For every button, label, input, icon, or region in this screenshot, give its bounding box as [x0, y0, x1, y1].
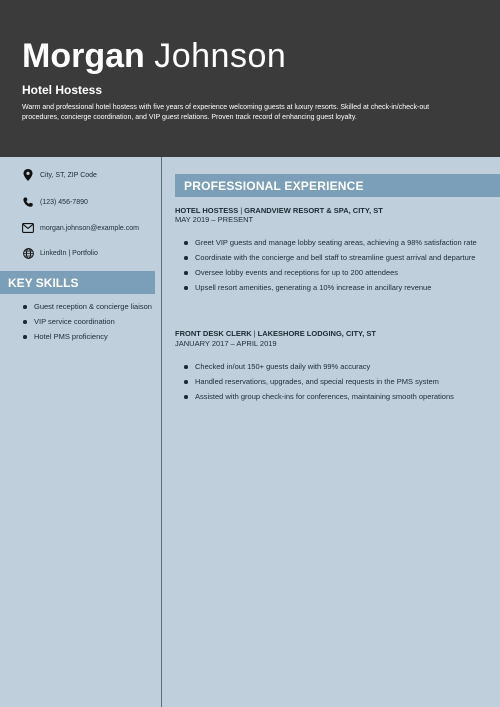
- job-1-company: GRANDVIEW RESORT & SPA, CITY, ST: [244, 206, 383, 215]
- globe-icon: [22, 247, 34, 259]
- separator: |: [253, 329, 256, 338]
- job-2-title: FRONT DESK CLERK: [175, 329, 252, 338]
- job-2-bullets: [195, 362, 485, 407]
- phone-icon: [22, 196, 34, 208]
- experience-heading: PROFESSIONAL EXPERIENCE: [175, 174, 500, 197]
- last-name: Johnson: [154, 37, 287, 75]
- list-item: Guest reception & concierge liaison: [34, 302, 152, 311]
- job-1-dates: MAY 2019 – PRESENT: [175, 215, 254, 224]
- contact-links[interactable]: [22, 246, 98, 260]
- key-skills-heading: KEY SKILLS: [0, 271, 155, 294]
- contact-address: [22, 168, 97, 182]
- skills-list: [34, 302, 152, 347]
- summary: Warm and professional hotel hostess with five years of experience welcoming guests at luxury resorts. Skilled at check-in/check-out procedures, concierge coordination, and VIP guest relations. Proven track record of enhancing guest loyalty.: [22, 104, 430, 121]
- candidate-name: [22, 36, 286, 76]
- first-name: Morgan: [22, 37, 145, 75]
- location-pin-icon: [22, 169, 34, 181]
- contact-phone[interactable]: [22, 195, 88, 209]
- job-2-company: LAKESHORE LODGING, CITY, ST: [257, 329, 376, 338]
- list-item: Greet VIP guests and manage lobby seating areas, achieving a 98% satisfaction rate: [195, 238, 485, 248]
- address-text: City, ST, ZIP Code: [40, 171, 97, 179]
- job-title: Hotel Hostess: [22, 83, 103, 97]
- list-item: Hotel PMS proficiency: [34, 332, 152, 342]
- list-item: Coordinate with the concierge and bell staff to streamline guest arrival and departure: [195, 253, 485, 263]
- header: [0, 0, 500, 157]
- phone-text[interactable]: (123) 456-7890: [40, 198, 88, 206]
- column-divider: [161, 157, 162, 707]
- job-2-heading: [175, 329, 376, 339]
- separator: |: [240, 206, 243, 215]
- list-item: Oversee lobby events and receptions for up to 200 attendees: [195, 268, 485, 278]
- list-item: Handled reservations, upgrades, and special requests in the PMS system: [195, 377, 485, 387]
- list-item: Upsell resort amenities, generating a 10% increase in ancillary revenue: [195, 283, 485, 293]
- list-item: Assisted with group check-ins for conferences, maintaining smooth operations: [195, 392, 485, 402]
- email-text[interactable]: morgan.johnson@example.com: [40, 224, 139, 232]
- job-2-dates: JANUARY 2017 – APRIL 2019: [175, 339, 277, 348]
- list-item: VIP service coordination: [34, 317, 152, 327]
- links-text[interactable]: LinkedIn | Portfolio: [40, 249, 98, 257]
- list-item: Checked in/out 150+ guests daily with 99% accuracy: [195, 362, 485, 372]
- envelope-icon: [22, 222, 34, 234]
- job-1-bullets: [195, 238, 485, 298]
- job-1-title: HOTEL HOSTESS: [175, 206, 239, 215]
- contact-email[interactable]: [22, 221, 139, 235]
